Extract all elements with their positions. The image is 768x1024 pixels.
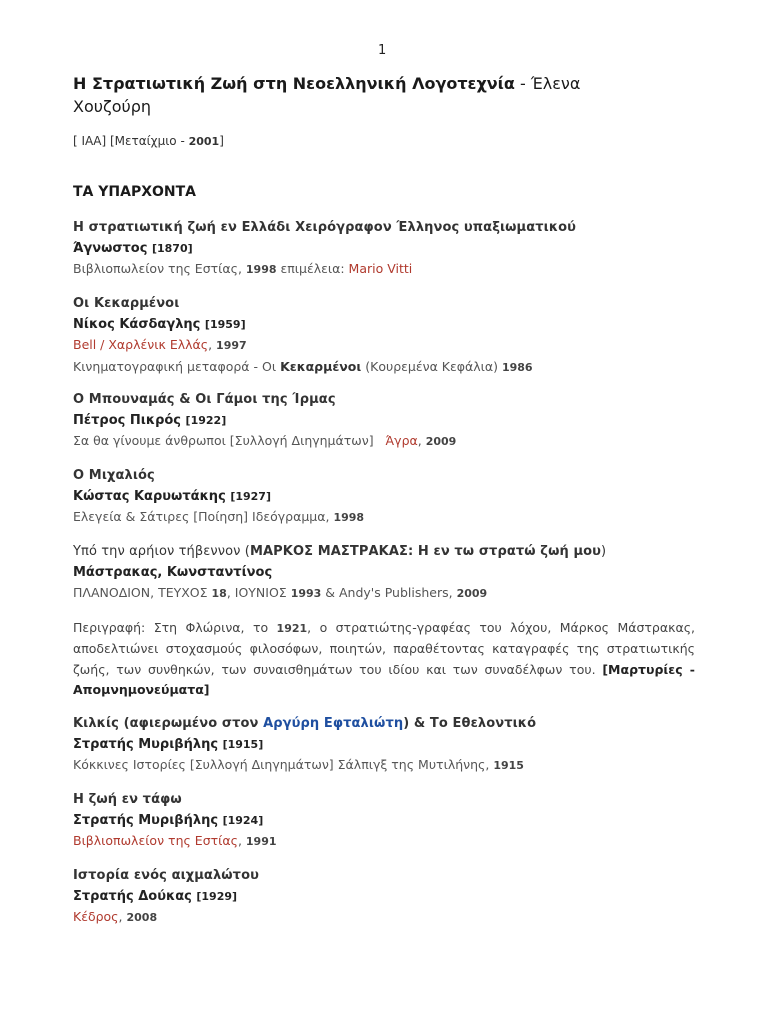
entry-publication: Βιβλιοπωλείον της Εστίας, 1998 επιμέλεια: Mario Vitti (73, 261, 413, 276)
entry-description: Περιγραφή: Στη Φλώρινα, το 1921, ο στρατιώτης-γραφέας του λόχου, Μάρκος Μάστρακας, αποδελτιώνει στοχασμούς φιλοσόφων, ποιητών, παραθέτοντας καταγραφές της στρατιωτικής ζωής, των συνθηκών, των συναισθημάτων του ιδίου και των συναδέλφων του. [Μαρτυρίες - Απομνημονεύματα] (73, 620, 696, 697)
publication-meta (73, 134, 224, 148)
entry-author: Πέτρος Πικρός [1922] (73, 412, 227, 428)
meta-year: 2001 (188, 135, 220, 148)
list-item (73, 542, 695, 605)
entry-author: Στρατής Μυριβήλης [1915] (73, 736, 264, 752)
entry-title: Ο Μιχαλιός (73, 468, 155, 483)
entry-publication: Ελεγεία & Σάτιρες [Ποίηση] Ιδεόγραμμα, 1998 (73, 509, 365, 524)
list-item (73, 714, 695, 777)
list-item (73, 466, 695, 529)
entry-author: Κώστας Καρυωτάκης [1927] (73, 488, 271, 504)
entry-author: Στρατής Μυριβήλης [1924] (73, 812, 264, 828)
list-item (73, 390, 695, 453)
entry-title: Ιστορία ενός αιχμαλώτου (73, 868, 259, 883)
entry-publication: Bell / Χαρλένικ Ελλάς, 1997 (73, 337, 247, 352)
meta-close: ] (219, 134, 224, 148)
list-item (73, 866, 695, 929)
entry-publication: Σα θα γίνουμε άνθρωποι [Συλλογή Διηγημάτων] Άγρα, 2009 (73, 433, 457, 448)
entry-author: Νίκος Κάσδαγλης [1959] (73, 316, 246, 332)
list-item (73, 294, 695, 378)
entry-adaptation: Κινηματογραφική μεταφορά - Οι Κεκαρμένοι (Κουρεμένα Κεφάλια) 1986 (73, 358, 533, 374)
document-title (73, 72, 633, 118)
list-item (73, 790, 695, 853)
entry-title: Η ζωή εν τάφω (73, 792, 182, 807)
entry-title: Η στρατιωτική ζωή εν Ελλάδι Χειρόγραφον Έλληνος υπαξιωματικού (73, 220, 577, 235)
meta-publisher: [ ΙΑΑ] [Μεταίχμιο - (73, 134, 189, 148)
entry-publication: Κέδρος, 2008 (73, 909, 158, 924)
list-item (73, 218, 695, 281)
section-heading: ΤΑ ΥΠΑΡΧΟΝΤΑ (73, 184, 197, 200)
entry-title: Κιλκίς (αφιερωμένο στον Αργύρη Εφταλιώτη) & Το Εθελοντικό (73, 716, 537, 731)
entry-author: Μάστρακας, Κωνσταντίνος (73, 564, 273, 580)
title-bold: Η Στρατιωτική Ζωή στη Νεοελληνική Λογοτεχνία (73, 74, 515, 93)
title-author: - Έλενα Χουζούρη (73, 74, 581, 116)
page-number: 1 (378, 43, 387, 58)
entry-publication: Κόκκινες Ιστορίες [Συλλογή Διηγημάτων] Σάλπιγξ της Μυτιλήνης, 1915 (73, 757, 524, 772)
dedication-link[interactable]: Αργύρη Εφταλιώτη (263, 716, 404, 731)
entry-publication: ΠΛΑΝΟΔΙΟΝ, ΤΕΥΧΟΣ 18, ΙΟΥΝΙΟΣ 1993 & Andy's Publishers, 2009 (73, 585, 488, 600)
entry-author: Άγνωστος [1870] (73, 240, 193, 256)
entry-publication: Βιβλιοπωλείον της Εστίας, 1991 (73, 833, 277, 848)
entry-title: Οι Κεκαρμένοι (73, 296, 180, 311)
entry-author: Στρατής Δούκας [1929] (73, 888, 238, 904)
entry-title: Ο Μπουναμάς & Οι Γάμοι της Ίρμας (73, 392, 336, 407)
entry-title: Υπό την αρήιον τήβεννον (ΜΑΡΚΟΣ ΜΑΣΤΡΑΚΑΣ: Η εν τω στρατώ ζωή μου) (73, 544, 607, 559)
